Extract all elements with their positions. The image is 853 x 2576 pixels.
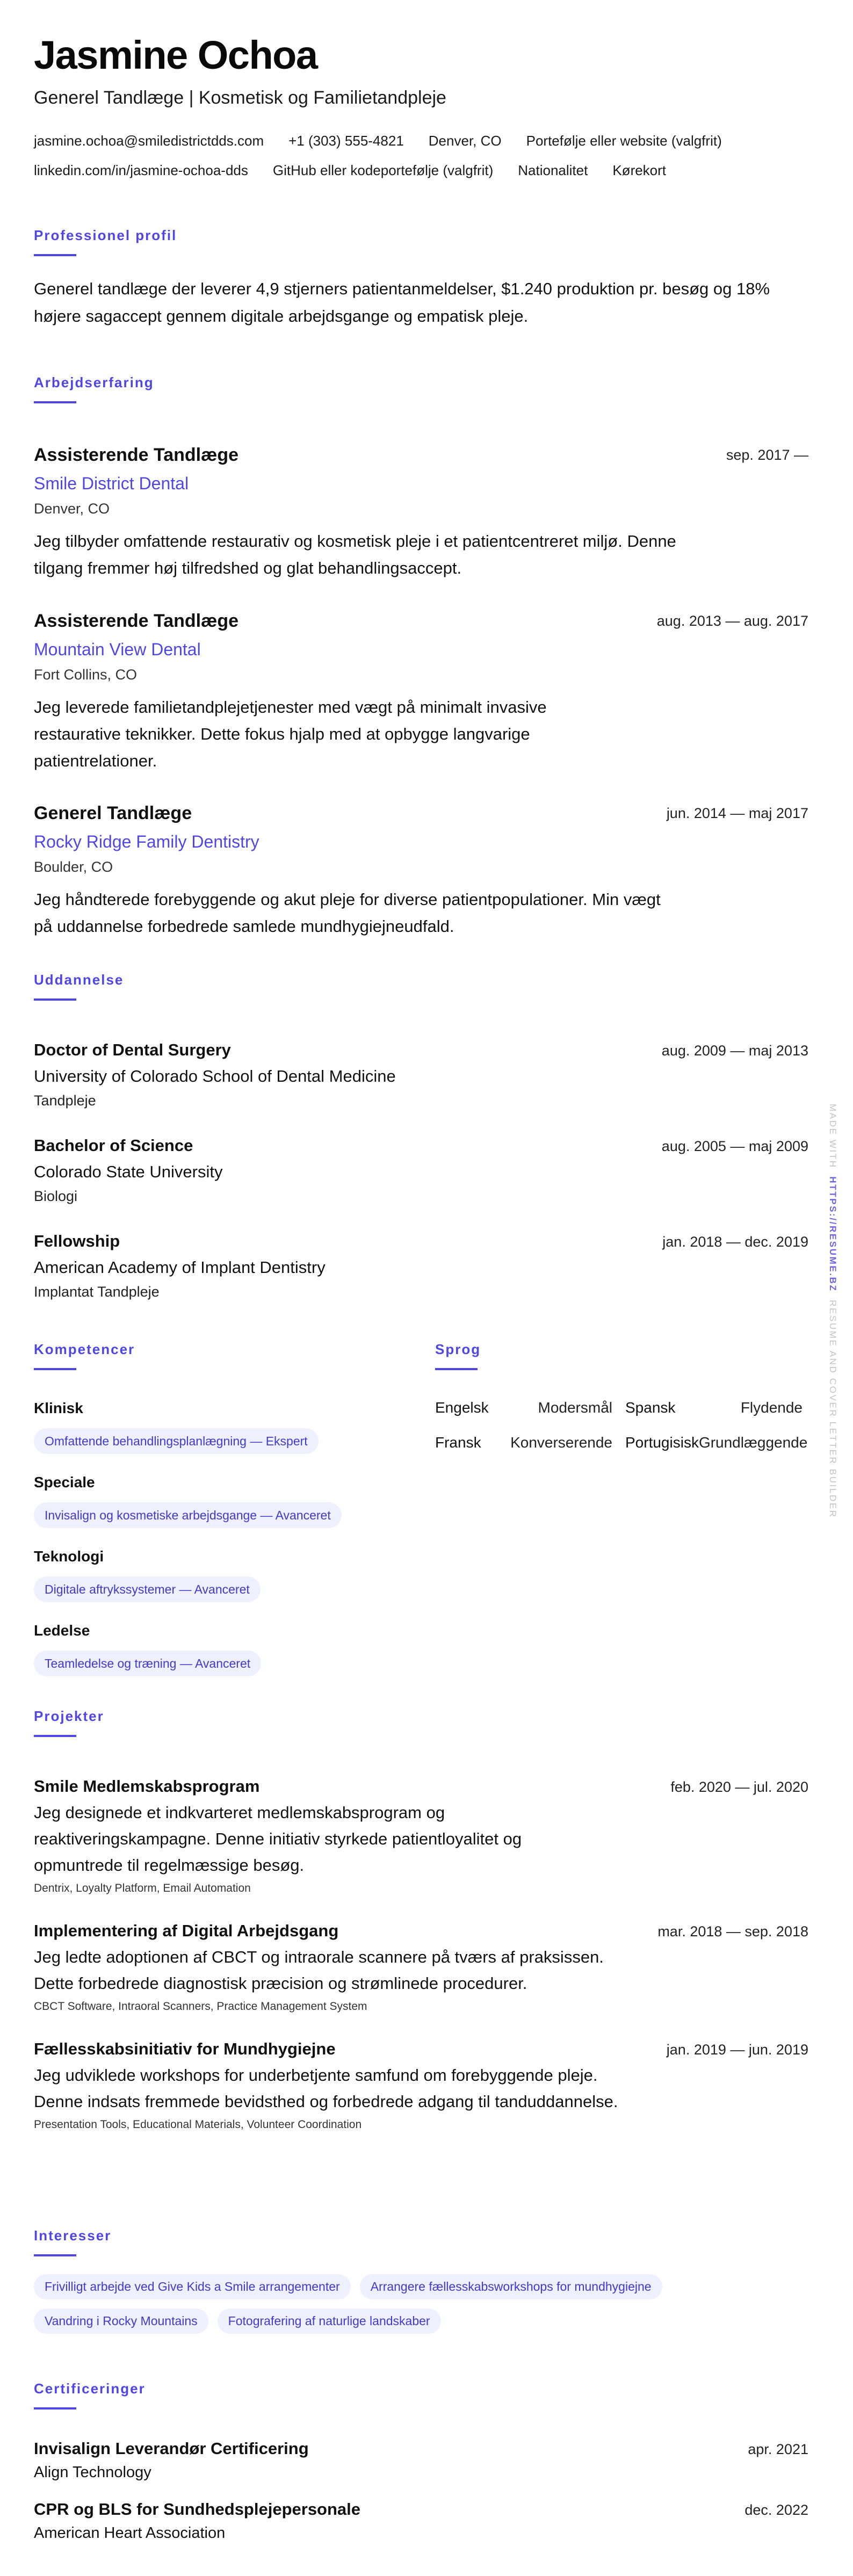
- education-section: [34, 970, 808, 1302]
- candidate-subtitle: Generel Tandlæge | Kosmetisk og Familietandpleje: [34, 88, 446, 108]
- interests-section: [34, 2226, 808, 2334]
- section-divider: [34, 254, 76, 256]
- skill-category-name: Teknologi: [34, 1548, 104, 1565]
- skill-category-name: Ledelse: [34, 1622, 90, 1639]
- education-date: aug. 2005 — maj 2009: [661, 1138, 808, 1154]
- certification-title: Invisalign Leverandør Certificering: [34, 2439, 309, 2458]
- contact-nationality: Nationalitet: [518, 162, 588, 178]
- job-title: Generel Tandlæge: [34, 803, 192, 823]
- project-entry: [34, 2038, 808, 2133]
- job-entry: [34, 609, 808, 775]
- certification-issuer: American Heart Association: [34, 2524, 226, 2542]
- section-heading: Kompetencer: [34, 1341, 135, 1357]
- section-heading: Professionel profil: [34, 227, 177, 243]
- section-divider: [34, 2407, 76, 2409]
- job-description: Jeg håndterede forebyggende og akut pleje for diverse patientpopulationer. Min vægt på uddannelse forbedrede samlede mundhygiejneudfald.: [34, 890, 661, 936]
- skills-languages-section: [34, 1340, 808, 1676]
- contact-linkedin[interactable]: linkedin.com/in/jasmine-ochoa-dds: [34, 162, 248, 178]
- job-title: Assisterende Tandlæge: [34, 445, 239, 465]
- job-company: Rocky Ridge Family Dentistry: [34, 832, 259, 851]
- language-level: Flydende: [740, 1399, 803, 1416]
- education-school: American Academy of Implant Dentistry: [34, 1258, 326, 1277]
- section-heading: Projekter: [34, 1708, 104, 1724]
- project-technologies: Presentation Tools, Educational Materials, Volunteer Coordination: [34, 2118, 362, 2131]
- contact-location: Denver, CO: [428, 133, 502, 149]
- projects-section: [34, 1706, 808, 2133]
- language-name: Spansk: [625, 1399, 676, 1416]
- certification-entry: [34, 2437, 808, 2483]
- certification-issuer: Align Technology: [34, 2464, 151, 2481]
- job-location: Fort Collins, CO: [34, 667, 138, 683]
- project-date: feb. 2020 — jul. 2020: [670, 1779, 808, 1795]
- skill-chip: Teamledelse og træning — Avanceret: [34, 1651, 261, 1676]
- language-level: Konverserende: [510, 1434, 612, 1451]
- job-location: Denver, CO: [34, 501, 110, 517]
- certifications-section: [34, 2379, 808, 2544]
- job-title: Assisterende Tandlæge: [34, 611, 239, 631]
- section-divider: [34, 2254, 76, 2256]
- section-divider: [34, 1368, 76, 1370]
- skill-category-name: Speciale: [34, 1474, 95, 1490]
- interest-list: [34, 2274, 786, 2334]
- interest-chip: Fotografering af naturlige landskaber: [218, 2309, 441, 2334]
- education-school: Colorado State University: [34, 1162, 223, 1181]
- project-date: jan. 2019 — jun. 2019: [666, 2042, 808, 2058]
- section-heading: Uddannelse: [34, 972, 124, 988]
- section-heading: Sprog: [435, 1341, 481, 1357]
- contact-website[interactable]: Portefølje eller website (valgfrit): [526, 133, 722, 149]
- contact-github[interactable]: GitHub eller kodeportefølje (valgfrit): [272, 162, 494, 178]
- contact-phone[interactable]: +1 (303) 555-4821: [288, 133, 404, 149]
- certification-entry: [34, 2498, 808, 2544]
- interest-chip: Frivilligt arbejde ved Give Kids a Smile arrangementer: [34, 2274, 351, 2299]
- education-school: University of Colorado School of Dental Medicine: [34, 1067, 396, 1086]
- skill-chip: Invisalign og kosmetiske arbejdsgange — Avanceret: [34, 1502, 342, 1528]
- contact-license: Kørekort: [612, 162, 667, 178]
- project-technologies: CBCT Software, Intraoral Scanners, Practice Management System: [34, 2000, 367, 2013]
- candidate-name: Jasmine Ochoa: [34, 33, 317, 77]
- education-degree: Bachelor of Science: [34, 1136, 193, 1155]
- certification-date: apr. 2021: [748, 2441, 808, 2457]
- project-title: Fællesskabsinitiativ for Mundhygiejne: [34, 2039, 336, 2058]
- skill-chip: Digitale aftrykssystemer — Avanceret: [34, 1576, 261, 1602]
- project-description: Jeg designede et indkvarteret medlemskabsprogram og reaktiveringskampagne. Denne initiativ styrkede patientloyalitet og opmuntrede til regelmæssige besøg.: [34, 1803, 522, 1875]
- education-date: jan. 2018 — dec. 2019: [662, 1234, 808, 1250]
- education-date: aug. 2009 — maj 2013: [661, 1043, 808, 1059]
- job-date: sep. 2017 —: [726, 447, 808, 463]
- language-list: [435, 1397, 808, 1453]
- language-name: Engelsk: [435, 1399, 489, 1416]
- watermark-suffix: RESUME AND COVER LETTER BUILDER: [828, 1300, 838, 1518]
- section-divider: [34, 401, 76, 403]
- job-description: Jeg leverede familietandplejetjenester med vægt på minimalt invasive restaurative teknikker. Dette fokus hjalp med at opbygge langvarige patientrelationer.: [34, 698, 547, 770]
- project-description: Jeg ledte adoptionen af CBCT og intraorale scannere på tværs af praksissen. Dette forbedrede diagnostisk præcision og strømlinede procedurer.: [34, 1948, 604, 1993]
- watermark-link[interactable]: HTTPS://RESUME.BZ: [828, 1176, 838, 1292]
- section-divider: [435, 1368, 478, 1370]
- education-degree: Fellowship: [34, 1232, 120, 1250]
- job-entry: [34, 801, 808, 940]
- language-item: [625, 1432, 808, 1453]
- certification-title: CPR og BLS for Sundhedsplejepersonale: [34, 2500, 361, 2519]
- project-entry: [34, 1920, 808, 2015]
- skill-category: [34, 1546, 435, 1602]
- language-level: Modersmål: [538, 1399, 612, 1416]
- section-heading: Interesser: [34, 2227, 112, 2244]
- education-field: Implantat Tandpleje: [34, 1284, 160, 1300]
- language-item: [435, 1432, 612, 1453]
- section-divider: [34, 998, 76, 1001]
- education-entry: [34, 1134, 808, 1206]
- job-date: jun. 2014 — maj 2017: [666, 805, 808, 821]
- skill-category: [34, 1620, 435, 1676]
- contact-email[interactable]: jasmine.ochoa@smiledistrictdds.com: [34, 133, 264, 149]
- project-title: Smile Medlemskabsprogram: [34, 1777, 260, 1796]
- contact-info: [34, 130, 808, 189]
- project-title: Implementering af Digital Arbejdsgang: [34, 1921, 339, 1940]
- language-item: [435, 1397, 612, 1419]
- contact-row: [34, 130, 808, 151]
- language-item: [625, 1397, 803, 1419]
- job-company: Mountain View Dental: [34, 640, 201, 659]
- education-entry: [34, 1230, 808, 1302]
- section-divider: [34, 1735, 76, 1737]
- job-description: Jeg tilbyder omfattende restaurativ og kosmetisk pleje i et patientcentreret miljø. Denne tilgang fremmer høj tilfredshed og glat behandlingsaccept.: [34, 532, 676, 577]
- job-location: Boulder, CO: [34, 859, 113, 875]
- builder-watermark: [827, 1104, 838, 1518]
- education-entry: [34, 1039, 808, 1111]
- certification-date: dec. 2022: [744, 2502, 808, 2518]
- education-degree: Doctor of Dental Surgery: [34, 1040, 231, 1059]
- project-description: Jeg udviklede workshops for underbetjente samfund om forebyggende pleje. Denne indsats fremmede bevidsthed og forbedrede adgang til tanduddannelse.: [34, 2066, 618, 2111]
- section-heading: Arbejdserfaring: [34, 374, 154, 390]
- skill-category-name: Klinisk: [34, 1400, 83, 1416]
- skill-category: [34, 1472, 435, 1528]
- languages-column: [435, 1340, 808, 1676]
- job-date: aug. 2013 — aug. 2017: [656, 613, 808, 629]
- project-date: mar. 2018 — sep. 2018: [657, 1923, 808, 1940]
- education-field: Tandpleje: [34, 1092, 96, 1109]
- language-level: Grundlæggende: [698, 1434, 808, 1451]
- job-company: Smile District Dental: [34, 474, 189, 493]
- language-name: Fransk: [435, 1434, 481, 1451]
- profile-section: [34, 226, 808, 330]
- watermark-prefix: MADE WITH: [828, 1104, 838, 1169]
- language-name: Portugisisk: [625, 1434, 699, 1451]
- interest-chip: Vandring i Rocky Mountains: [34, 2309, 208, 2334]
- skill-chip: Omfattende behandlingsplanlægning — Ekspert: [34, 1428, 319, 1454]
- contact-row: [34, 160, 808, 181]
- skill-category: [34, 1398, 435, 1454]
- project-entry: [34, 1775, 808, 1897]
- skills-column: [34, 1340, 435, 1676]
- project-technologies: Dentrix, Loyalty Platform, Email Automation: [34, 1882, 251, 1894]
- section-heading: Certificeringer: [34, 2380, 146, 2397]
- profile-summary: Generel tandlæge der leverer 4,9 stjerners patientanmeldelser, $1.240 produktion pr. besøg og 18% højere sagaccept gennem digitale arbejdsgange og empatisk pleje.: [34, 279, 770, 325]
- education-field: Biologi: [34, 1188, 78, 1204]
- job-entry: [34, 443, 808, 582]
- experience-section: [34, 373, 808, 940]
- interest-chip: Arrangere fællesskabsworkshops for mundhygiejne: [360, 2274, 662, 2299]
